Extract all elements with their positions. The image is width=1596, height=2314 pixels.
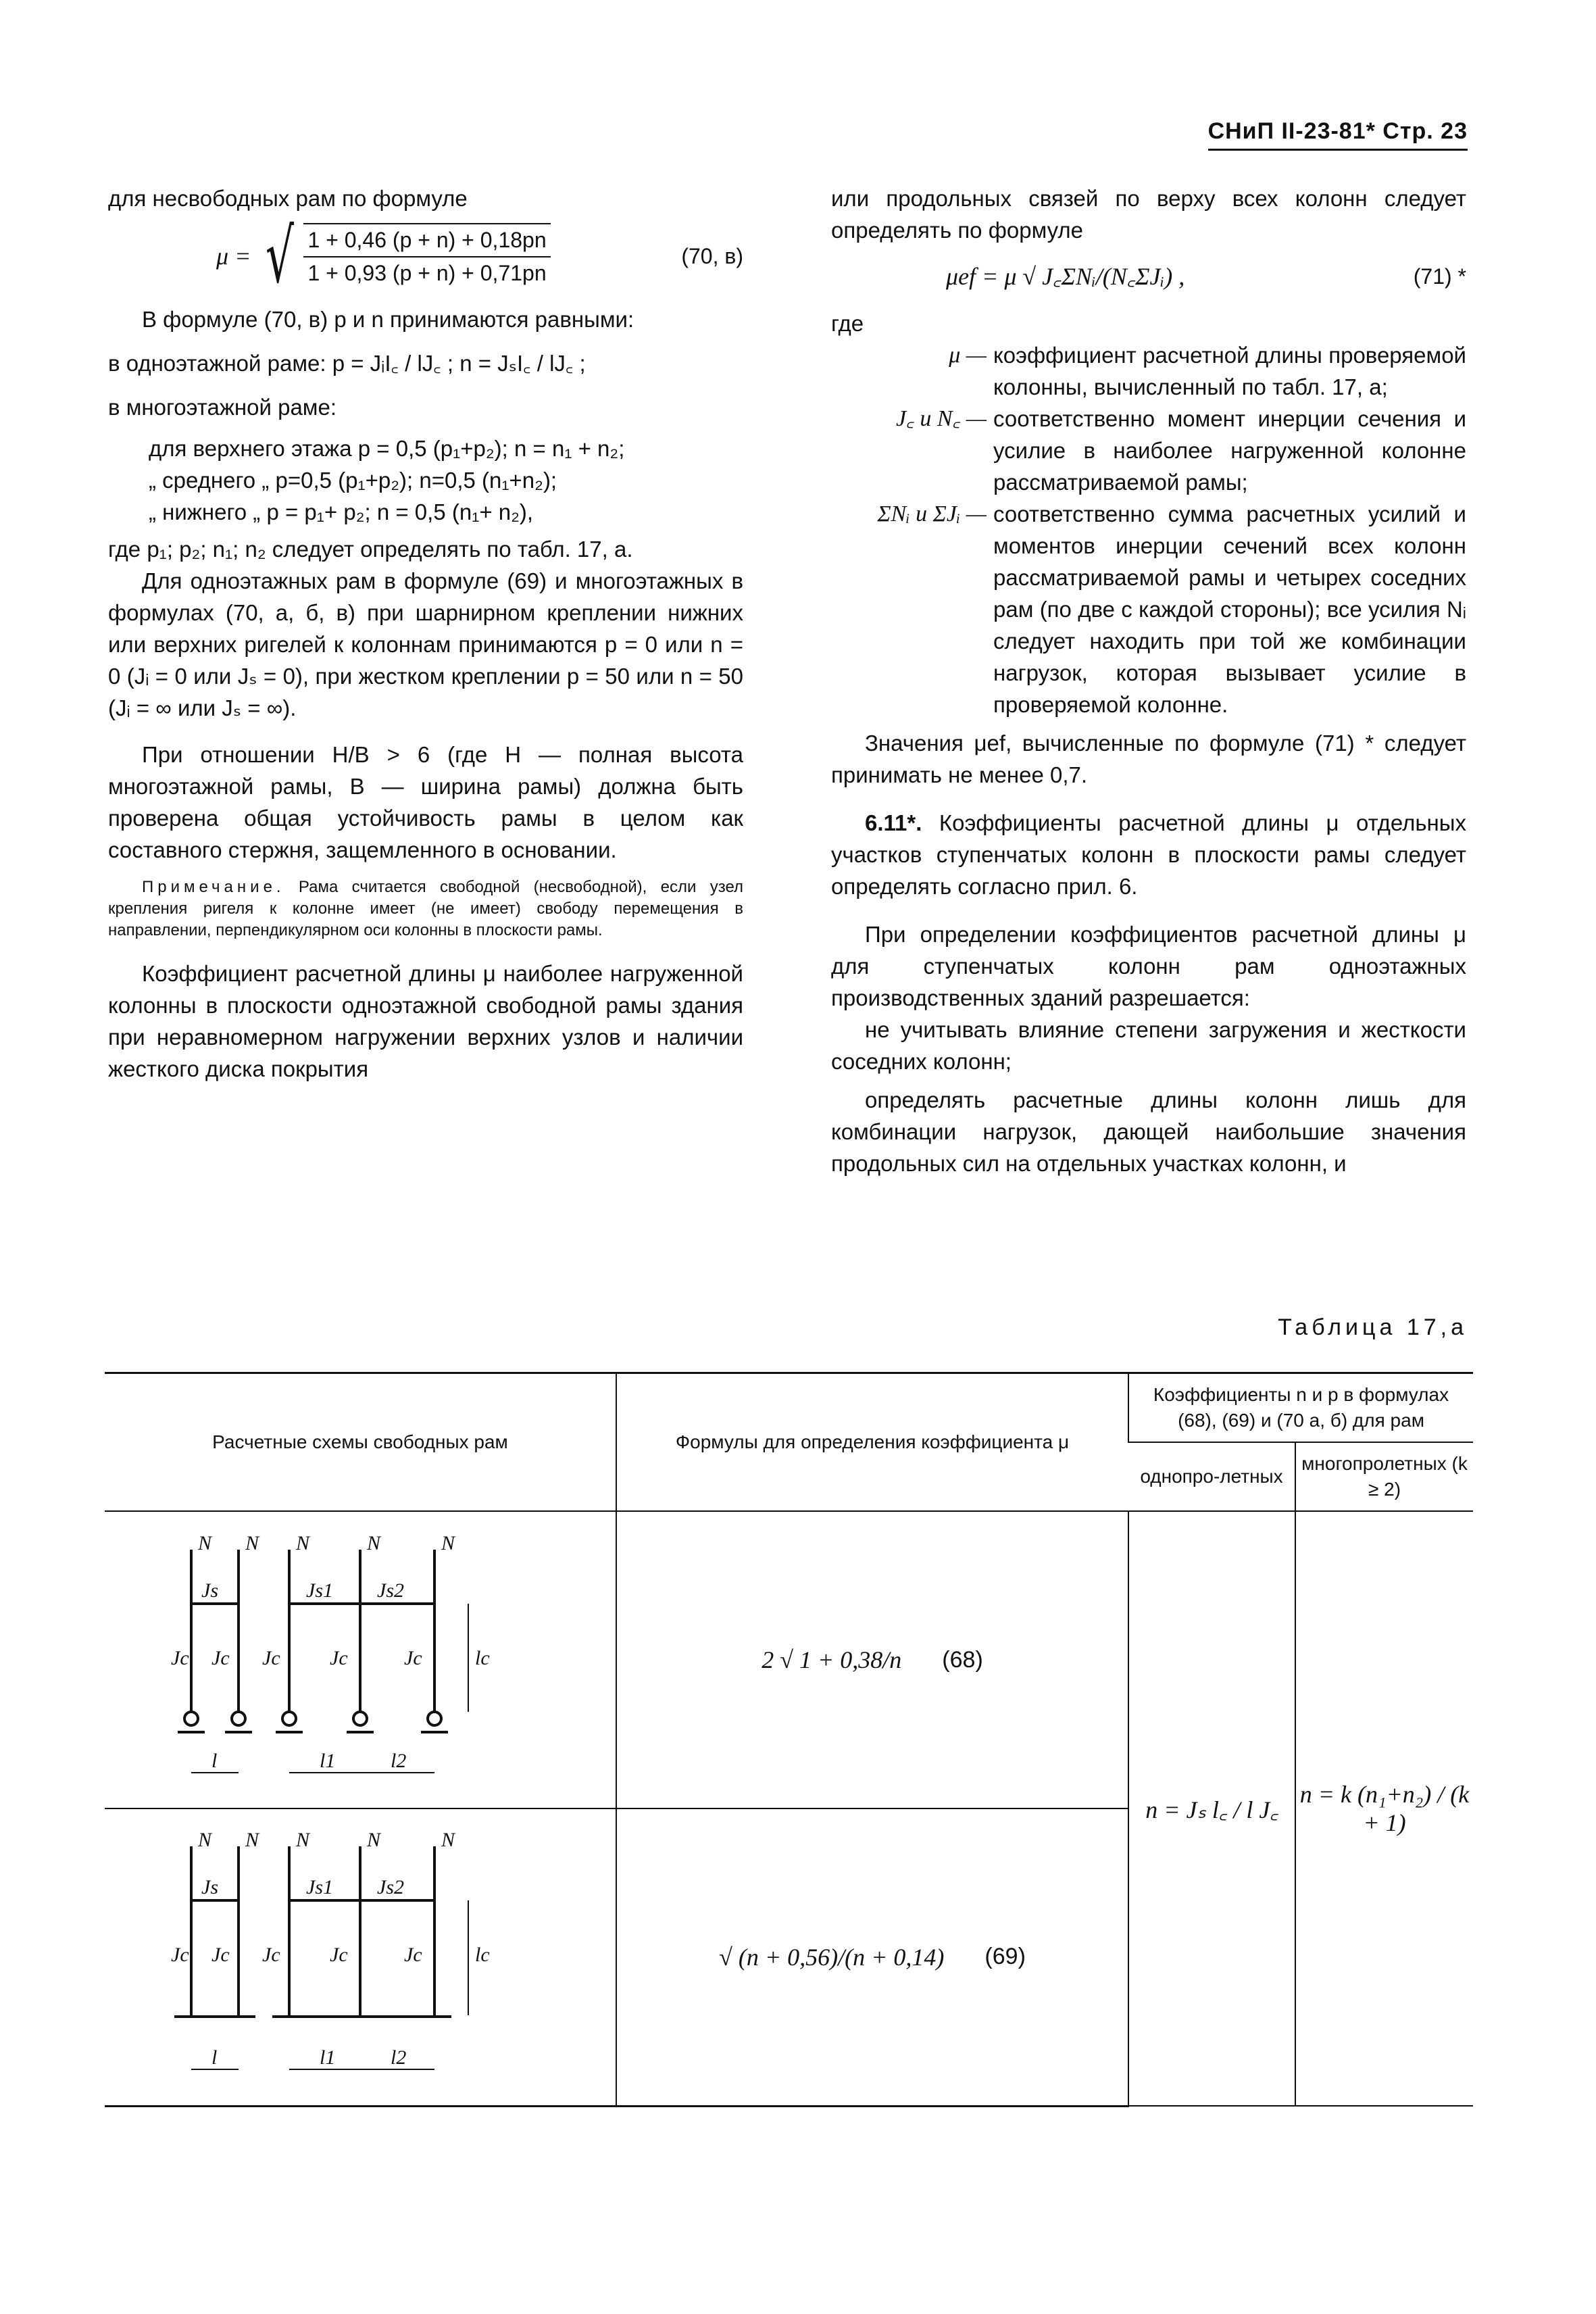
frame-diagram-hinged xyxy=(171,1529,549,1786)
equation-number: (71) * xyxy=(1413,264,1466,289)
label-lc: lc xyxy=(475,1646,490,1669)
label-N: N xyxy=(198,1531,212,1554)
label-N: N xyxy=(245,1531,259,1554)
label-N: N xyxy=(245,1829,259,1852)
label-N: N xyxy=(198,1829,212,1852)
label-l2: l2 xyxy=(391,2046,407,2069)
paragraph: При отношении H/B > 6 (где H — полная высота многоэтажной рамы, B — ширина рамы) должна быть проверена общая устойчивость рамы в целом как составного стержня, защемленного в основании. xyxy=(108,742,743,862)
paragraph: Значения μef, вычисленные по формуле (71) * следует принимать не менее 0,7. xyxy=(831,731,1466,787)
def-term: J꜀ и N꜀ — xyxy=(895,406,987,431)
label-l1: l1 xyxy=(320,2046,336,2069)
label-N: N xyxy=(367,1829,381,1852)
left-column xyxy=(108,182,743,1085)
equation-number: (69) xyxy=(984,1944,1026,1970)
label-Js2: Js2 xyxy=(377,1876,404,1899)
page-header: СНиП II-23-81* Стр. 23 xyxy=(1208,118,1468,151)
formula-line: „ нижнего „ p = p₁+ p₂; n = 0,5 (n₁+ n₂), xyxy=(149,499,534,524)
label-Jc: Jc xyxy=(262,1944,280,1967)
paragraph: Для одноэтажных рам в формуле (69) и многоэтажных в формулах (70, а, б, в) при шарнирном креплении нижних или верхних ригелей к колоннам принимаются p = 0 или n = 0 (Jᵢ = 0 или Jₛ = 0), при жестком креплении p = 50 или n = 50 (Jᵢ = ∞ или Jₛ = ∞). xyxy=(108,568,743,720)
def-text: коэффициент расчетной длины проверяемой колонны, вычисленный по табл. 17, а; xyxy=(993,343,1466,399)
label-Js2: Js2 xyxy=(377,1579,404,1602)
label-Jc: Jc xyxy=(330,1646,348,1669)
label-l2: l2 xyxy=(391,1749,407,1772)
label-l1: l1 xyxy=(320,1749,336,1772)
table-caption: Таблица 17,а xyxy=(1278,1314,1468,1340)
formula-line: „ среднего „ p=0,5 (p₁+p₂); n=0,5 (n₁+n₂); xyxy=(149,468,557,493)
label-Js1: Js1 xyxy=(306,1876,333,1899)
frame-diagram-fixed xyxy=(171,1826,549,2083)
label-Jc: Jc xyxy=(211,1646,230,1669)
def-text: соответственно момент инерции сечения и усилие в наиболее нагруженной колонне рассматриваемой рамы; xyxy=(993,406,1466,495)
label-l: l xyxy=(211,1749,218,1772)
label-lc: lc xyxy=(475,1944,490,1967)
note: Примечание. Рама считается свободной (несвободной), если узел крепления ригеля к колонне имеет (не имеет) свободу перемещения в направлении, перпендикулярном оси колонны в плоскости рамы. xyxy=(108,878,744,939)
paragraph: Коэффициент расчетной длины μ наиболее нагруженной колонны в плоскости одноэтажной свободной рамы здания при неравномерном нагружении верхних узлов и наличии жесткого диска покрытия xyxy=(108,961,743,1081)
def-term: μ — xyxy=(949,343,987,368)
table-17a xyxy=(105,1372,1473,2107)
formula-line: для верхнего этажа p = 0,5 (p₁+p₂); n = n₁ + n₂; xyxy=(149,436,625,461)
label-N: N xyxy=(296,1829,310,1852)
paragraph: для несвободных рам по формуле xyxy=(108,186,468,211)
paragraph: определять расчетные длины колонн лишь для комбинации нагрузок, дающей наибольшие значения продольных сил на отдельных участках колонн, и xyxy=(831,1087,1466,1176)
formula-70v: μ = √ $\frac{1 + 0,46 (p + n) + 0,18pn}{1 + 0,93 (p + n) + 0,71pn}$ (70, в) xyxy=(216,213,743,299)
label-Jc: Jc xyxy=(330,1944,348,1967)
right-column xyxy=(831,182,1466,1179)
equation-number: (68) xyxy=(942,1646,983,1673)
formula-cell xyxy=(616,1808,1128,2106)
label-N: N xyxy=(441,1829,455,1852)
paragraph: или продольных связей по верху всех колонн следует определять по формуле xyxy=(831,186,1466,243)
scheme-cell xyxy=(105,1511,616,1808)
col-header: однопро-летных xyxy=(1128,1442,1295,1511)
paragraph: в многоэтажной раме: xyxy=(108,395,337,420)
col-header: многопролетных (k ≥ 2) xyxy=(1295,1442,1473,1511)
label-N: N xyxy=(441,1531,455,1554)
n-single-cell: n = Jₛ l꜀ / l J꜀ xyxy=(1128,1511,1295,2106)
col-header: Расчетные схемы свободных рам xyxy=(105,1373,616,1512)
scheme-cell xyxy=(105,1808,616,2106)
label-Jc: Jc xyxy=(404,1646,422,1669)
col-header: Коэффициенты n и p в формулах (68), (69) и (70 а, б) для рам xyxy=(1128,1373,1473,1443)
def-term: ΣNᵢ и ΣJᵢ — xyxy=(877,501,987,526)
paragraph: В формуле (70, в) p и n принимаются равными: xyxy=(142,307,634,332)
label-Jc: Jc xyxy=(404,1944,422,1967)
col-header: Формулы для определения коэффициента μ xyxy=(616,1373,1128,1512)
label-N: N xyxy=(367,1531,381,1554)
label-Jc: Jc xyxy=(171,1944,189,1967)
paragraph: где p₁; p₂; n₁; n₂ следует определять по табл. 17, а. xyxy=(108,537,633,562)
label-Js: Js xyxy=(201,1876,218,1899)
label-Js: Js xyxy=(201,1579,218,1602)
paragraph: не учитывать влияние степени загружения и жесткости соседних колонн; xyxy=(831,1017,1466,1074)
label-Jc: Jc xyxy=(171,1646,189,1669)
equation-number: (70, в) xyxy=(681,243,743,268)
label-N: N xyxy=(296,1531,310,1554)
paragraph: 6.11*. Коэффициенты расчетной длины μ отдельных участков ступенчатых колонн в плоскости рамы следует определять согласно прил. 6. xyxy=(831,810,1466,899)
paragraph: При определении коэффициентов расчетной длины μ для ступенчатых колонн рам одноэтажных производственных зданий разрешается: xyxy=(831,922,1466,1010)
radical-icon: √ xyxy=(266,213,295,299)
formula-69: √ (n + 0,56)/(n + 0,14) xyxy=(719,1943,945,1971)
formula-cell xyxy=(616,1511,1128,1808)
n-multi-cell: n = k (n₁+n₂) / (k + 1) xyxy=(1295,1511,1473,2106)
formula-71: μef = μ √ J꜀ΣNᵢ/(N꜀ΣJᵢ) , (71) * xyxy=(946,261,1466,293)
definitions-list: где μ — коэффициент расчетной длины проверяемой колонны, вычисленный по табл. 17, а; J꜀ и N꜀ — соответственно момент инерции сечения и усилие в наиболее нагруженной колонне рассматриваемой рамы; ΣNᵢ и ΣJᵢ — соответственно сумма расчетных усилий и моментов инерции сечений всех колонн рассматриваемой рамы и четырех соседних рам (по две с каждой стороны); все усилия Nᵢ следует находить при той же комбинации нагрузок, которая вызывает усилие в проверяемой колонне. xyxy=(831,307,1466,720)
paragraph: в одноэтажной раме: p = JᵢI꜀ / lJ꜀ ; n = JₛI꜀ / lJ꜀ ; xyxy=(108,351,586,376)
def-text: соответственно сумма расчетных усилий и моментов инерции сечений всех колонн рассматриваемой рамы и четырех соседних рам (по две с каждой стороны); все усилия Nᵢ следует находить при той же комбинации нагрузок, которая вызывает усилие в проверяемой колонне. xyxy=(993,501,1466,717)
label-Js1: Js1 xyxy=(306,1579,333,1602)
label-Jc: Jc xyxy=(211,1944,230,1967)
formula-68: 2 √ 1 + 0,38/n xyxy=(762,1646,902,1673)
label-l: l xyxy=(211,2046,218,2069)
label-Jc: Jc xyxy=(262,1646,280,1669)
